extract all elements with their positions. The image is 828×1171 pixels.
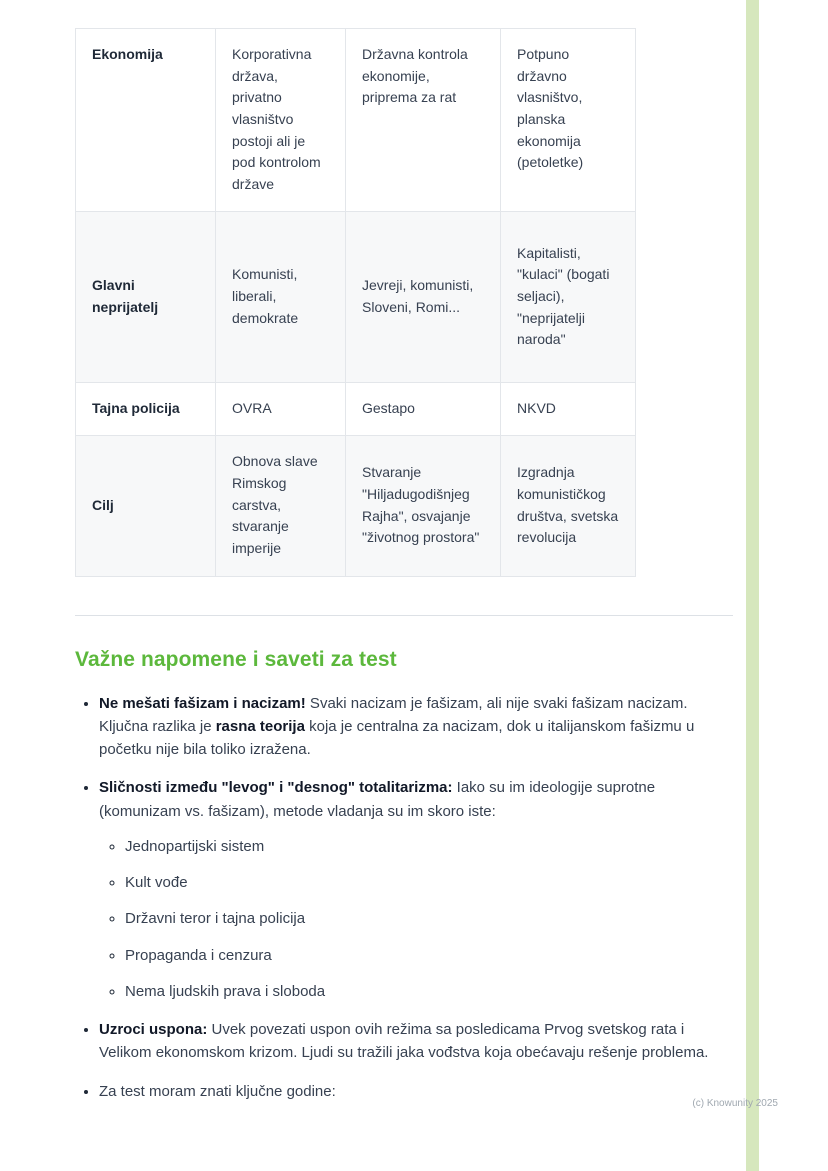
- sub-list-item: ◦ Državni teror i tajna policija: [125, 907, 735, 930]
- section-divider: [75, 615, 733, 616]
- table-cell: Potpuno državno vlasništvo, planska ekonomija (petoletke): [501, 29, 636, 212]
- table-cell: Jevreji, komunisti, Sloveni, Romi...: [346, 211, 501, 382]
- sub-list-item: ◦ Jednopartijski sistem: [125, 835, 735, 858]
- page-edge-stripe: [746, 0, 759, 1171]
- sub-list-item: ◦ Propaganda i cenzura: [125, 944, 735, 967]
- table-cell: Obnova slave Rimskog carstva, stvaranje imperije: [216, 435, 346, 576]
- table-row: [76, 382, 636, 435]
- row-header-cell: Ekonomija: [76, 29, 216, 212]
- row-header-cell: Cilj: [76, 435, 216, 576]
- table-row: [76, 211, 636, 382]
- notes-list: [75, 692, 735, 1103]
- table-cell: Korporativna država, privatno vlasništvo postoji ali je pod kontrolom države: [216, 29, 346, 212]
- sub-list-item: ◦ Kult vođe: [125, 871, 735, 894]
- table-cell: Stvaranje "Hiljadugodišnjeg Rajha", osvajanje "životnog prostora": [346, 435, 501, 576]
- table-cell: Gestapo: [346, 382, 501, 435]
- row-header-cell: Glavni neprijatelj: [76, 211, 216, 382]
- note-bold-text: Ne mešati fašizam i nacizam!: [99, 694, 306, 712]
- note-bold-text: Sličnosti između "levog" i "desnog" totalitarizma:: [99, 779, 453, 797]
- list-item: [99, 692, 735, 762]
- note-text: Svaki nacizam je fašizam, ali nije svaki fašizam nacizam. Ključna razlika je: [99, 694, 688, 735]
- notes-heading: Važne napomene i saveti za test: [75, 647, 397, 671]
- table-cell: Komunisti, liberali, demokrate: [216, 211, 346, 382]
- sub-list-item: ◦ Nema ljudskih prava i sloboda: [125, 980, 735, 1003]
- list-item: [99, 1018, 735, 1065]
- document-page: [75, 28, 735, 1118]
- copyright-watermark: (c) Knowunity 2025: [692, 1098, 778, 1109]
- note-text: Iako su im ideologije suprotne (komunizam vs. fašizam), metode vladanja su im skoro iste:: [99, 779, 656, 820]
- table-cell: Kapitalisti, "kulaci" (bogati seljaci), "neprijatelji naroda": [501, 211, 636, 382]
- table-cell: OVRA: [216, 382, 346, 435]
- table-cell: NKVD: [501, 382, 636, 435]
- list-item: [99, 776, 735, 1003]
- table-row: [76, 29, 636, 212]
- row-header-cell: Tajna policija: [76, 382, 216, 435]
- table-row: [76, 435, 636, 576]
- comparison-table: [75, 28, 636, 577]
- note-bold-text: Uzroci uspona:: [99, 1021, 208, 1038]
- note-bold-text: rasna teorija: [215, 717, 305, 735]
- table-cell: Izgradnja komunističkog društva, svetska revolucija: [501, 435, 636, 576]
- table-cell: Državna kontrola ekonomije, priprema za rat: [346, 29, 501, 212]
- sub-list: [99, 835, 735, 1003]
- list-item: [99, 1080, 735, 1103]
- note-text: koja je centralna za nacizam, dok u italijanskom fašizmu u početku nije bila toliko izražena.: [99, 717, 695, 758]
- note-text: Uvek povezati uspon ovih režima sa posledicama Prvog svetskog rata i Velikom ekonomskom krizom. Ljudi su tražili jaka vođstva koja obećavaju rešenje problema.: [99, 1021, 709, 1062]
- note-text: Za test moram znati ključne godine:: [99, 1082, 336, 1100]
